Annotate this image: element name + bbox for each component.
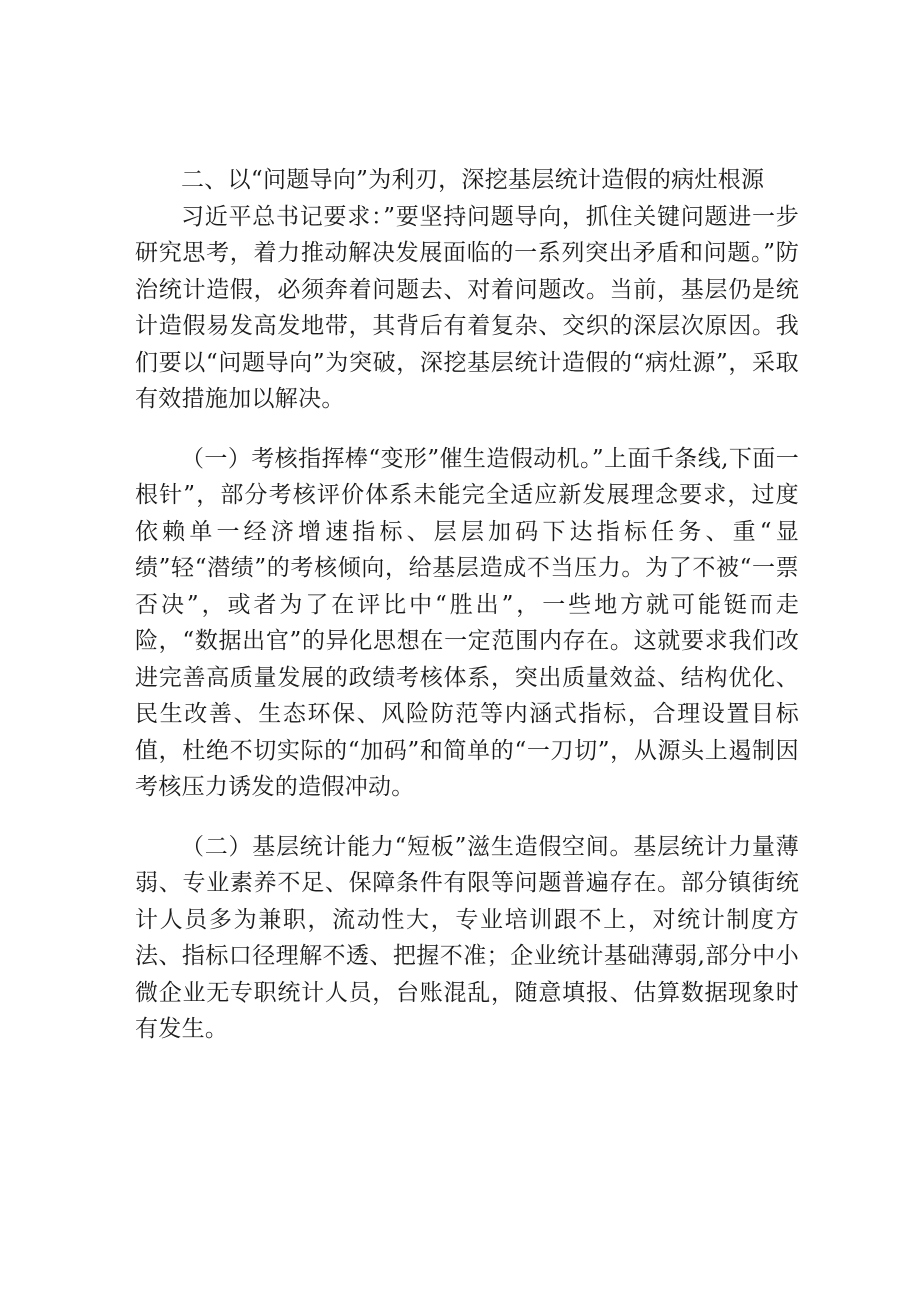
section-heading: 二、以“问题导向”为利刃，深挖基层统计造假的病灶根源 <box>181 167 765 193</box>
paragraph-capacity: （二）基层统计能力“短板”滋生造假空间。基层统计力量薄弱、专业素养不足、保障条件有限等问题普遍存在。部分镇街统计人员多为兼职，流动性大，专业培训跟不上，对统计制度方法、指标口径理解不透、把握不准；企业统计基础薄弱,部分中小微企业无专职统计人员，台账混乱，随意填报、估算数据现象时有发生。 <box>135 833 799 1042</box>
document-body <box>135 162 799 1048</box>
paragraph-assessment: （一）考核指挥棒“变形”催生造假动机。”上面千条线,下面一根针”，部分考核评价体系未能完全适应新发展理念要求，过度依赖单一经济增速指标、层层加码下达指标任务、重“显绩”轻“潜绩”的考核倾向，给基层造成不当压力。为了不被“一票否决”，或者为了在评比中“胜出”，一些地方就可能铤而走险，“数据出官”的异化思想在一定范围内存在。这就要求我们改进完善高质量发展的政绩考核体系，突出质量效益、结构优化、民生改善、生态环保、风险防范等内涵式指标，合理设置目标值，杜绝不切实际的“加码”和简单的“一刀切”，从源头上遏制因考核压力诱发的造假冲动。 <box>135 445 799 800</box>
paragraph-intro: 习近平总书记要求：”要坚持问题导向，抓住关键问题进一步研究思考，着力推动解决发展面临的一系列突出矛盾和问题。”防治统计造假，必须奔着问题去、对着问题改。当前，基层仍是统计造假易发高发地带，其背后有着复杂、交织的深层次原因。我们要以“问题导向”为突破，深挖基层统计造假的“病灶源”，采取有效措施加以解决。 <box>135 203 799 412</box>
